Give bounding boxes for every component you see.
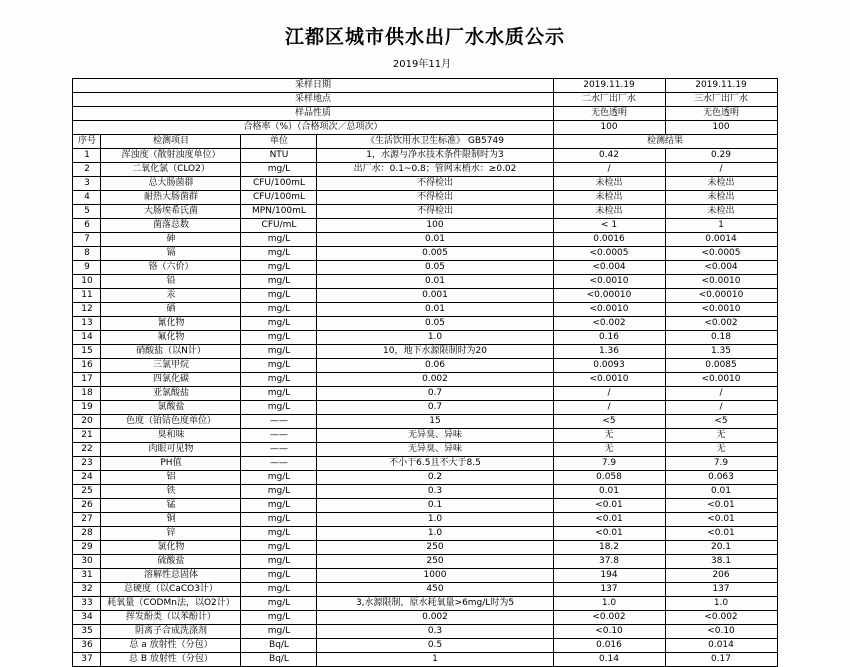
cell-result-plant3: <0.0005	[665, 247, 777, 261]
cell-index: 3	[73, 177, 101, 191]
cell-index: 21	[73, 429, 101, 443]
cell-unit: mg/L	[241, 317, 317, 331]
cell-unit: mg/L	[241, 401, 317, 415]
header-value-plant3-nature: 无色透明	[665, 107, 777, 121]
cell-result-plant3: 7.9	[665, 457, 777, 471]
cell-unit: mg/L	[241, 275, 317, 289]
cell-result-plant3: 无	[665, 429, 777, 443]
header-label-sampling-date: 采样日期	[73, 79, 553, 93]
table-row	[73, 513, 777, 527]
cell-result-plant2: <0.002	[553, 611, 665, 625]
cell-result-plant3: <0.0010	[665, 373, 777, 387]
cell-item-name: 铝	[101, 471, 241, 485]
cell-result-plant3: <5	[665, 415, 777, 429]
cell-standard: 0.3	[317, 485, 553, 499]
cell-result-plant2: <0.00010	[553, 289, 665, 303]
cell-result-plant3: 0.17	[665, 653, 777, 667]
cell-unit: mg/L	[241, 555, 317, 569]
cell-index: 16	[73, 359, 101, 373]
cell-unit: MPN/100mL	[241, 205, 317, 219]
cell-item-name: 总大肠菌群	[101, 177, 241, 191]
cell-result-plant2: 未检出	[553, 191, 665, 205]
cell-result-plant3: 0.0085	[665, 359, 777, 373]
cell-item-name: 硫酸盐	[101, 555, 241, 569]
cell-unit: mg/L	[241, 247, 317, 261]
cell-result-plant2: /	[553, 163, 665, 177]
cell-item-name: 铅	[101, 275, 241, 289]
cell-standard: 250	[317, 541, 553, 555]
cell-result-plant3: 38.1	[665, 555, 777, 569]
cell-item-name: 砷	[101, 233, 241, 247]
cell-result-plant3: <0.00010	[665, 289, 777, 303]
cell-index: 22	[73, 443, 101, 457]
cell-result-plant2: /	[553, 401, 665, 415]
cell-index: 26	[73, 499, 101, 513]
cell-standard: 不得检出	[317, 205, 553, 219]
cell-result-plant2: 137	[553, 583, 665, 597]
cell-result-plant2: 1.0	[553, 597, 665, 611]
cell-result-plant2: <0.004	[553, 261, 665, 275]
header-label-sampling-location: 采样地点	[73, 93, 553, 107]
cell-index: 19	[73, 401, 101, 415]
cell-result-plant3: 1.35	[665, 345, 777, 359]
table-row	[73, 191, 777, 205]
cell-item-name: 氯酸盐	[101, 401, 241, 415]
cell-result-plant3: 0.0014	[665, 233, 777, 247]
cell-item-name: 色度（铂钴色度单位）	[101, 415, 241, 429]
column-header-item: 检测项目	[101, 135, 241, 149]
cell-index: 6	[73, 219, 101, 233]
cell-standard: 0.06	[317, 359, 553, 373]
cell-result-plant2: <0.10	[553, 625, 665, 639]
cell-result-plant3: <0.10	[665, 625, 777, 639]
cell-item-name: 菌落总数	[101, 219, 241, 233]
cell-standard: 0.01	[317, 303, 553, 317]
table-row	[73, 205, 777, 219]
cell-index: 18	[73, 387, 101, 401]
table-row	[73, 415, 777, 429]
header-value-plant3-location: 三水厂出厂水	[665, 93, 777, 107]
cell-unit: mg/L	[241, 597, 317, 611]
cell-result-plant3: 206	[665, 569, 777, 583]
cell-item-name: 臭和味	[101, 429, 241, 443]
table-row	[73, 149, 777, 163]
table-row	[73, 247, 777, 261]
cell-standard: 不小于6.5且不大于8.5	[317, 457, 553, 471]
cell-item-name: PH值	[101, 457, 241, 471]
cell-standard: 0.002	[317, 373, 553, 387]
cell-item-name: 总硬度（以CaCO3计）	[101, 583, 241, 597]
cell-unit: ——	[241, 443, 317, 457]
cell-result-plant3: <0.01	[665, 527, 777, 541]
cell-result-plant3: <0.0010	[665, 275, 777, 289]
cell-result-plant2: 0.0016	[553, 233, 665, 247]
cell-unit: mg/L	[241, 345, 317, 359]
cell-item-name: 浑浊度（散射浊度单位）	[101, 149, 241, 163]
cell-index: 2	[73, 163, 101, 177]
table-row	[73, 625, 777, 639]
cell-result-plant3: <0.01	[665, 499, 777, 513]
cell-standard: 1.0	[317, 331, 553, 345]
cell-item-name: 总 a 放射性（分包）	[101, 639, 241, 653]
table-row	[73, 219, 777, 233]
cell-result-plant2: 0.01	[553, 485, 665, 499]
cell-standard: 1000	[317, 569, 553, 583]
cell-result-plant3: <0.002	[665, 611, 777, 625]
cell-result-plant2: 无	[553, 443, 665, 457]
cell-standard: 0.1	[317, 499, 553, 513]
cell-item-name: 汞	[101, 289, 241, 303]
cell-standard: 250	[317, 555, 553, 569]
cell-unit: mg/L	[241, 303, 317, 317]
cell-item-name: 锰	[101, 499, 241, 513]
cell-result-plant3: 0.18	[665, 331, 777, 345]
cell-item-name: 锌	[101, 527, 241, 541]
cell-result-plant2: 194	[553, 569, 665, 583]
cell-index: 31	[73, 569, 101, 583]
header-label-pass-rate: 合格率（%）（合格项次／总项次）	[73, 121, 553, 135]
table-row	[73, 93, 777, 107]
cell-index: 9	[73, 261, 101, 275]
cell-result-plant2: 0.016	[553, 639, 665, 653]
cell-unit: ——	[241, 457, 317, 471]
cell-standard: 0.3	[317, 625, 553, 639]
table-row	[73, 485, 777, 499]
cell-index: 33	[73, 597, 101, 611]
header-value-plant2-date: 2019.11.19	[553, 79, 665, 93]
cell-result-plant2: <0.0010	[553, 303, 665, 317]
cell-result-plant3: <0.002	[665, 317, 777, 331]
table-row	[73, 79, 777, 93]
cell-result-plant3: 0.01	[665, 485, 777, 499]
table-row	[73, 359, 777, 373]
cell-result-plant2: 无	[553, 429, 665, 443]
cell-index: 23	[73, 457, 101, 471]
cell-standard: 出厂水：0.1~0.8；管网末梢水：≥0.02	[317, 163, 553, 177]
cell-result-plant3: 137	[665, 583, 777, 597]
cell-unit: mg/L	[241, 289, 317, 303]
cell-index: 17	[73, 373, 101, 387]
cell-result-plant2: 0.42	[553, 149, 665, 163]
cell-unit: CFU/mL	[241, 219, 317, 233]
cell-result-plant3: 未检出	[665, 177, 777, 191]
table-row	[73, 121, 777, 135]
cell-unit: Bq/L	[241, 639, 317, 653]
table-row	[73, 233, 777, 247]
table-row	[73, 261, 777, 275]
cell-result-plant2: <0.01	[553, 527, 665, 541]
table-header-row	[73, 135, 777, 149]
header-value-plant2-passrate: 100	[553, 121, 665, 135]
table-row	[73, 401, 777, 415]
cell-item-name: 硒	[101, 303, 241, 317]
cell-item-name: 三氯甲烷	[101, 359, 241, 373]
cell-result-plant3: 0.29	[665, 149, 777, 163]
cell-index: 7	[73, 233, 101, 247]
header-value-plant2-nature: 无色透明	[553, 107, 665, 121]
cell-result-plant3: /	[665, 401, 777, 415]
table-row	[73, 373, 777, 387]
cell-standard: 0.001	[317, 289, 553, 303]
cell-unit: mg/L	[241, 233, 317, 247]
cell-index: 14	[73, 331, 101, 345]
table-row	[73, 569, 777, 583]
cell-result-plant3: 无	[665, 443, 777, 457]
water-quality-table	[72, 78, 777, 667]
column-header-result: 检测结果	[553, 135, 777, 149]
cell-index: 30	[73, 555, 101, 569]
cell-item-name: 镉	[101, 247, 241, 261]
table-row	[73, 597, 777, 611]
cell-item-name: 铜	[101, 513, 241, 527]
cell-standard: 0.01	[317, 275, 553, 289]
cell-item-name: 肉眼可见物	[101, 443, 241, 457]
table-row	[73, 443, 777, 457]
table-row	[73, 499, 777, 513]
cell-item-name: 氟化物	[101, 331, 241, 345]
cell-result-plant3: 未检出	[665, 205, 777, 219]
cell-standard: 无异臭、异味	[317, 443, 553, 457]
cell-index: 5	[73, 205, 101, 219]
cell-item-name: 耐热大肠菌群	[101, 191, 241, 205]
cell-standard: 1	[317, 653, 553, 667]
cell-result-plant3: 1.0	[665, 597, 777, 611]
cell-standard: 100	[317, 219, 553, 233]
cell-result-plant3: 0.063	[665, 471, 777, 485]
table-row	[73, 555, 777, 569]
cell-index: 8	[73, 247, 101, 261]
cell-standard: 3,水源限制，原水耗氧量>6mg/L时为5	[317, 597, 553, 611]
cell-index: 12	[73, 303, 101, 317]
table-row	[73, 317, 777, 331]
cell-item-name: 耗氧量（CODMn法，以O2计）	[101, 597, 241, 611]
cell-index: 25	[73, 485, 101, 499]
cell-unit: CFU/100mL	[241, 177, 317, 191]
cell-unit: mg/L	[241, 499, 317, 513]
table-row	[73, 429, 777, 443]
cell-item-name: 硝酸盐（以N计）	[101, 345, 241, 359]
table-row	[73, 387, 777, 401]
cell-index: 4	[73, 191, 101, 205]
cell-index: 29	[73, 541, 101, 555]
cell-unit: mg/L	[241, 513, 317, 527]
cell-unit: mg/L	[241, 625, 317, 639]
cell-result-plant2: <0.01	[553, 513, 665, 527]
cell-result-plant2: < 1	[553, 219, 665, 233]
cell-result-plant2: 1.36	[553, 345, 665, 359]
cell-item-name: 二氧化氯（CLO2）	[101, 163, 241, 177]
table-body	[73, 79, 777, 667]
cell-index: 1	[73, 149, 101, 163]
cell-index: 28	[73, 527, 101, 541]
cell-unit: mg/L	[241, 471, 317, 485]
cell-result-plant2: <0.0010	[553, 275, 665, 289]
cell-result-plant3: <0.004	[665, 261, 777, 275]
cell-item-name: 氯化物	[101, 541, 241, 555]
cell-result-plant2: 未检出	[553, 205, 665, 219]
cell-item-name: 阴离子合成洗涤剂	[101, 625, 241, 639]
cell-result-plant2: 0.14	[553, 653, 665, 667]
cell-item-name: 铁	[101, 485, 241, 499]
cell-standard: 15	[317, 415, 553, 429]
table-row	[73, 303, 777, 317]
cell-index: 34	[73, 611, 101, 625]
table-row	[73, 471, 777, 485]
cell-unit: ——	[241, 415, 317, 429]
cell-unit: mg/L	[241, 359, 317, 373]
cell-index: 32	[73, 583, 101, 597]
table-row	[73, 163, 777, 177]
cell-result-plant2: <0.01	[553, 499, 665, 513]
cell-item-name: 铬（六价）	[101, 261, 241, 275]
table-row	[73, 107, 777, 121]
cell-result-plant2: /	[553, 387, 665, 401]
cell-unit: CFU/100mL	[241, 191, 317, 205]
cell-unit: NTU	[241, 149, 317, 163]
cell-unit: mg/L	[241, 387, 317, 401]
cell-unit: mg/L	[241, 373, 317, 387]
cell-index: 24	[73, 471, 101, 485]
cell-standard: 0.002	[317, 611, 553, 625]
cell-standard: 1.0	[317, 513, 553, 527]
table-row	[73, 457, 777, 471]
table-row	[73, 177, 777, 191]
header-value-plant3-passrate: 100	[665, 121, 777, 135]
header-value-plant3-date: 2019.11.19	[665, 79, 777, 93]
cell-result-plant2: 0.058	[553, 471, 665, 485]
cell-unit: ——	[241, 429, 317, 443]
cell-unit: mg/L	[241, 261, 317, 275]
cell-standard: 无异臭、异味	[317, 429, 553, 443]
cell-standard: 0.5	[317, 639, 553, 653]
cell-result-plant3: /	[665, 163, 777, 177]
cell-standard: 1，水源与净水技术条件限制时为3	[317, 149, 553, 163]
cell-item-name: 大肠埃希氏菌	[101, 205, 241, 219]
cell-index: 13	[73, 317, 101, 331]
cell-result-plant2: 0.0093	[553, 359, 665, 373]
table-row	[73, 345, 777, 359]
cell-index: 27	[73, 513, 101, 527]
table-row	[73, 275, 777, 289]
cell-result-plant3: 20.1	[665, 541, 777, 555]
cell-item-name: 氰化物	[101, 317, 241, 331]
cell-result-plant3: /	[665, 387, 777, 401]
cell-index: 36	[73, 639, 101, 653]
header-label-sample-nature: 样品性质	[73, 107, 553, 121]
cell-index: 37	[73, 653, 101, 667]
table-row	[73, 639, 777, 653]
cell-index: 20	[73, 415, 101, 429]
cell-result-plant2: <0.0005	[553, 247, 665, 261]
cell-item-name: 总 B 放射性（分包）	[101, 653, 241, 667]
cell-result-plant3: 1	[665, 219, 777, 233]
cell-result-plant2: <0.0010	[553, 373, 665, 387]
table-row	[73, 583, 777, 597]
cell-unit: Bq/L	[241, 653, 317, 667]
column-header-standard: 《生活饮用水卫生标准》 GB5749	[317, 135, 553, 149]
table-row	[73, 611, 777, 625]
cell-unit: mg/L	[241, 485, 317, 499]
cell-item-name: 溶解性总固体	[101, 569, 241, 583]
cell-result-plant2: 0.16	[553, 331, 665, 345]
cell-unit: mg/L	[241, 569, 317, 583]
cell-standard: 不得检出	[317, 191, 553, 205]
column-header-index: 序号	[73, 135, 101, 149]
cell-unit: mg/L	[241, 583, 317, 597]
cell-unit: mg/L	[241, 611, 317, 625]
cell-standard: 1.0	[317, 527, 553, 541]
cell-index: 35	[73, 625, 101, 639]
cell-standard: 0.05	[317, 317, 553, 331]
cell-result-plant3: <0.0010	[665, 303, 777, 317]
cell-standard: 10，地下水源限制时为20	[317, 345, 553, 359]
cell-item-name: 四氯化碳	[101, 373, 241, 387]
table-row	[73, 527, 777, 541]
cell-standard: 0.7	[317, 387, 553, 401]
cell-result-plant2: 18.2	[553, 541, 665, 555]
cell-result-plant2: <5	[553, 415, 665, 429]
cell-index: 11	[73, 289, 101, 303]
cell-standard: 不得检出	[317, 177, 553, 191]
cell-item-name: 挥发酚类（以苯酚计）	[101, 611, 241, 625]
cell-result-plant2: 7.9	[553, 457, 665, 471]
cell-result-plant3: 0.014	[665, 639, 777, 653]
cell-unit: mg/L	[241, 163, 317, 177]
cell-result-plant3: <0.01	[665, 513, 777, 527]
cell-standard: 0.2	[317, 471, 553, 485]
table-row	[73, 331, 777, 345]
cell-result-plant2: 37.8	[553, 555, 665, 569]
cell-standard: 0.005	[317, 247, 553, 261]
cell-unit: mg/L	[241, 331, 317, 345]
cell-unit: mg/L	[241, 527, 317, 541]
cell-result-plant3: 未检出	[665, 191, 777, 205]
cell-index: 15	[73, 345, 101, 359]
cell-index: 10	[73, 275, 101, 289]
cell-standard: 0.01	[317, 233, 553, 247]
cell-result-plant2: 未检出	[553, 177, 665, 191]
cell-unit: mg/L	[241, 541, 317, 555]
cell-standard: 0.05	[317, 261, 553, 275]
table-row	[73, 653, 777, 667]
cell-standard: 0.7	[317, 401, 553, 415]
column-header-unit: 单位	[241, 135, 317, 149]
cell-standard: 450	[317, 583, 553, 597]
cell-result-plant2: <0.002	[553, 317, 665, 331]
page-subtitle: 2019年11月	[392, 59, 452, 70]
table-row	[73, 289, 777, 303]
page-title: 江都区城市供水出厂水水质公示	[284, 26, 565, 48]
header-value-plant2-location: 二水厂出厂水	[553, 93, 665, 107]
cell-item-name: 亚氯酸盐	[101, 387, 241, 401]
table-row	[73, 541, 777, 555]
